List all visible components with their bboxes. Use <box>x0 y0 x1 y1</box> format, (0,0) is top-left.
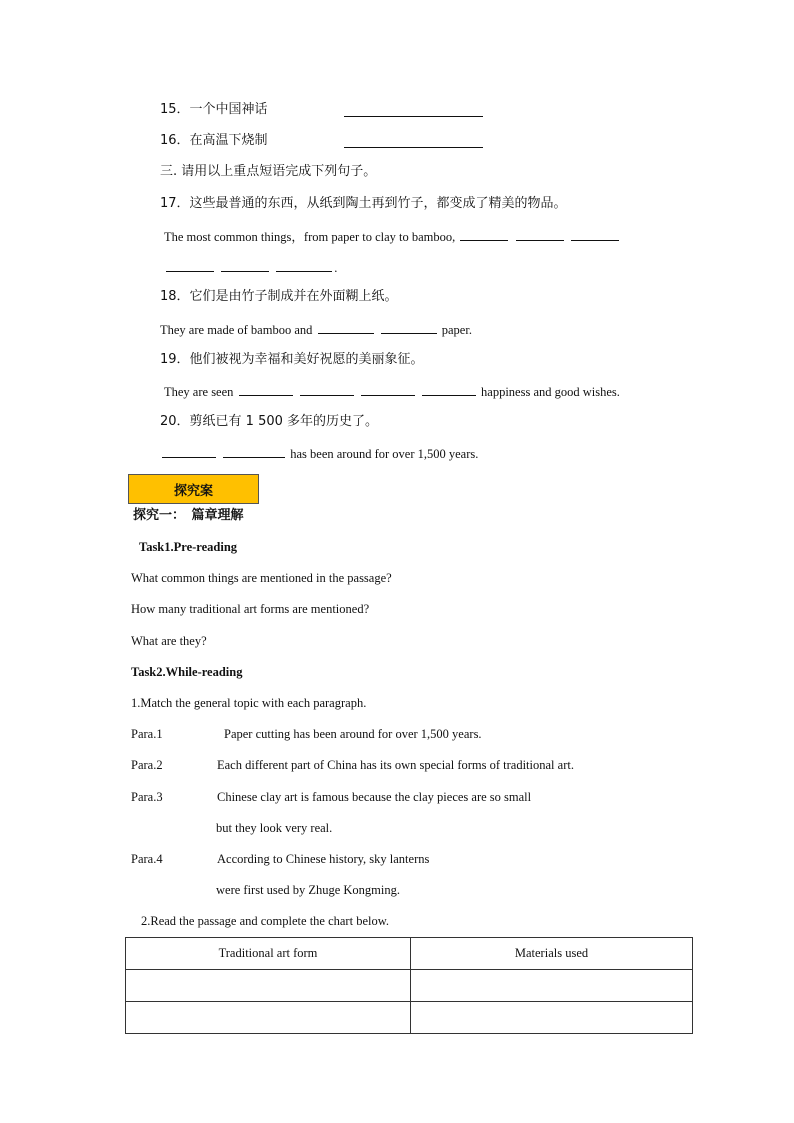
art-forms-table <box>125 937 693 1034</box>
para-label: Para.4 <box>131 852 163 866</box>
task1-title: Task1.Pre-reading <box>139 540 238 554</box>
para-topic-continued: were first used by Zhuge Kongming. <box>216 883 400 897</box>
answer-blank[interactable] <box>381 321 437 334</box>
sentence-end: happiness and good wishes. <box>481 385 620 399</box>
sentence-text: They are made of bamboo and <box>160 323 313 337</box>
vocab-prompt: 在高温下烧制 <box>189 133 268 148</box>
table-header-row <box>126 938 693 970</box>
task2-title: Task2.While-reading <box>131 665 243 679</box>
answer-blank[interactable] <box>300 383 354 396</box>
answer-blank[interactable] <box>422 383 476 396</box>
answer-blank[interactable] <box>318 321 374 334</box>
q18-english <box>160 321 472 338</box>
q19-chinese: 19．他们被视为幸福和美好祝愿的美丽象征。 <box>160 352 424 367</box>
para-topic: Each different part of China has its own special forms of traditional art. <box>217 758 574 772</box>
table-header-art-form: Traditional art form <box>126 938 411 970</box>
answer-blank[interactable] <box>571 228 619 241</box>
para-topic: Paper cutting has been around for over 1,500 years. <box>224 727 482 741</box>
q19-english <box>164 383 620 400</box>
para-label: Para.1 <box>131 727 163 741</box>
table-cell-art-form[interactable] <box>126 970 411 1002</box>
question-number: 15． <box>160 102 190 117</box>
answer-blank[interactable] <box>166 259 214 272</box>
sentence-text: They are seen <box>164 385 234 399</box>
explore-1-heading: 探究一： 篇章理解 <box>133 508 244 523</box>
task1-question-1: What common things are mentioned in the passage? <box>131 571 392 585</box>
answer-blank[interactable] <box>162 445 216 458</box>
table-header-materials: Materials used <box>411 938 693 970</box>
sentence-end: . <box>334 261 338 275</box>
para-topic: Chinese clay art is famous because the clay pieces are so small <box>217 790 532 804</box>
answer-blank[interactable] <box>221 259 269 272</box>
table-cell-materials[interactable] <box>411 1002 693 1034</box>
answer-blank[interactable] <box>460 228 508 241</box>
vocab-item-16 <box>160 133 268 149</box>
table-row <box>126 970 693 1002</box>
answer-blank-16[interactable] <box>344 135 483 148</box>
q17-english-line1 <box>164 228 621 245</box>
table-row <box>126 1002 693 1034</box>
answer-blank[interactable] <box>361 383 415 396</box>
q17-english-line2 <box>164 259 337 276</box>
task1-question-2: How many traditional art forms are mentioned? <box>131 602 370 616</box>
sentence-end: has been around for over 1,500 years. <box>290 447 479 461</box>
answer-blank-15[interactable] <box>344 104 483 117</box>
q17-chinese: 17．这些最普通的东西，从纸到陶土再到竹子，都变成了精美的物品。 <box>160 196 567 211</box>
table-cell-art-form[interactable] <box>126 1002 411 1034</box>
para-topic-continued: but they look very real. <box>216 821 333 835</box>
answer-blank[interactable] <box>516 228 564 241</box>
question-number: 16． <box>160 133 190 148</box>
vocab-item-15 <box>160 102 268 118</box>
chart-instruction: 2.Read the passage and complete the chart below. <box>141 914 390 928</box>
section-banner: 探究案 <box>128 474 259 504</box>
vocab-prompt: 一个中国神话 <box>189 102 268 117</box>
para-label: Para.3 <box>131 790 163 804</box>
match-instruction: 1.Match the general topic with each paragraph. <box>131 696 367 710</box>
table-cell-materials[interactable] <box>411 970 693 1002</box>
task1-question-3: What are they? <box>131 634 207 648</box>
para-label: Para.2 <box>131 758 163 772</box>
q18-chinese: 18．它们是由竹子制成并在外面糊上纸。 <box>160 289 398 304</box>
para-topic: According to Chinese history, sky lanterns <box>217 852 430 866</box>
answer-blank[interactable] <box>239 383 293 396</box>
answer-blank[interactable] <box>276 259 332 272</box>
q20-chinese: 20．剪纸已有 1 500 多年的历史了。 <box>160 414 379 429</box>
q20-english <box>160 445 478 462</box>
sentence-end: paper. <box>441 323 472 337</box>
section-3-title: 三. 请用以上重点短语完成下列句子。 <box>160 164 377 179</box>
answer-blank[interactable] <box>223 445 285 458</box>
sentence-text: The most common things，from paper to clay to bamboo, <box>164 230 456 244</box>
